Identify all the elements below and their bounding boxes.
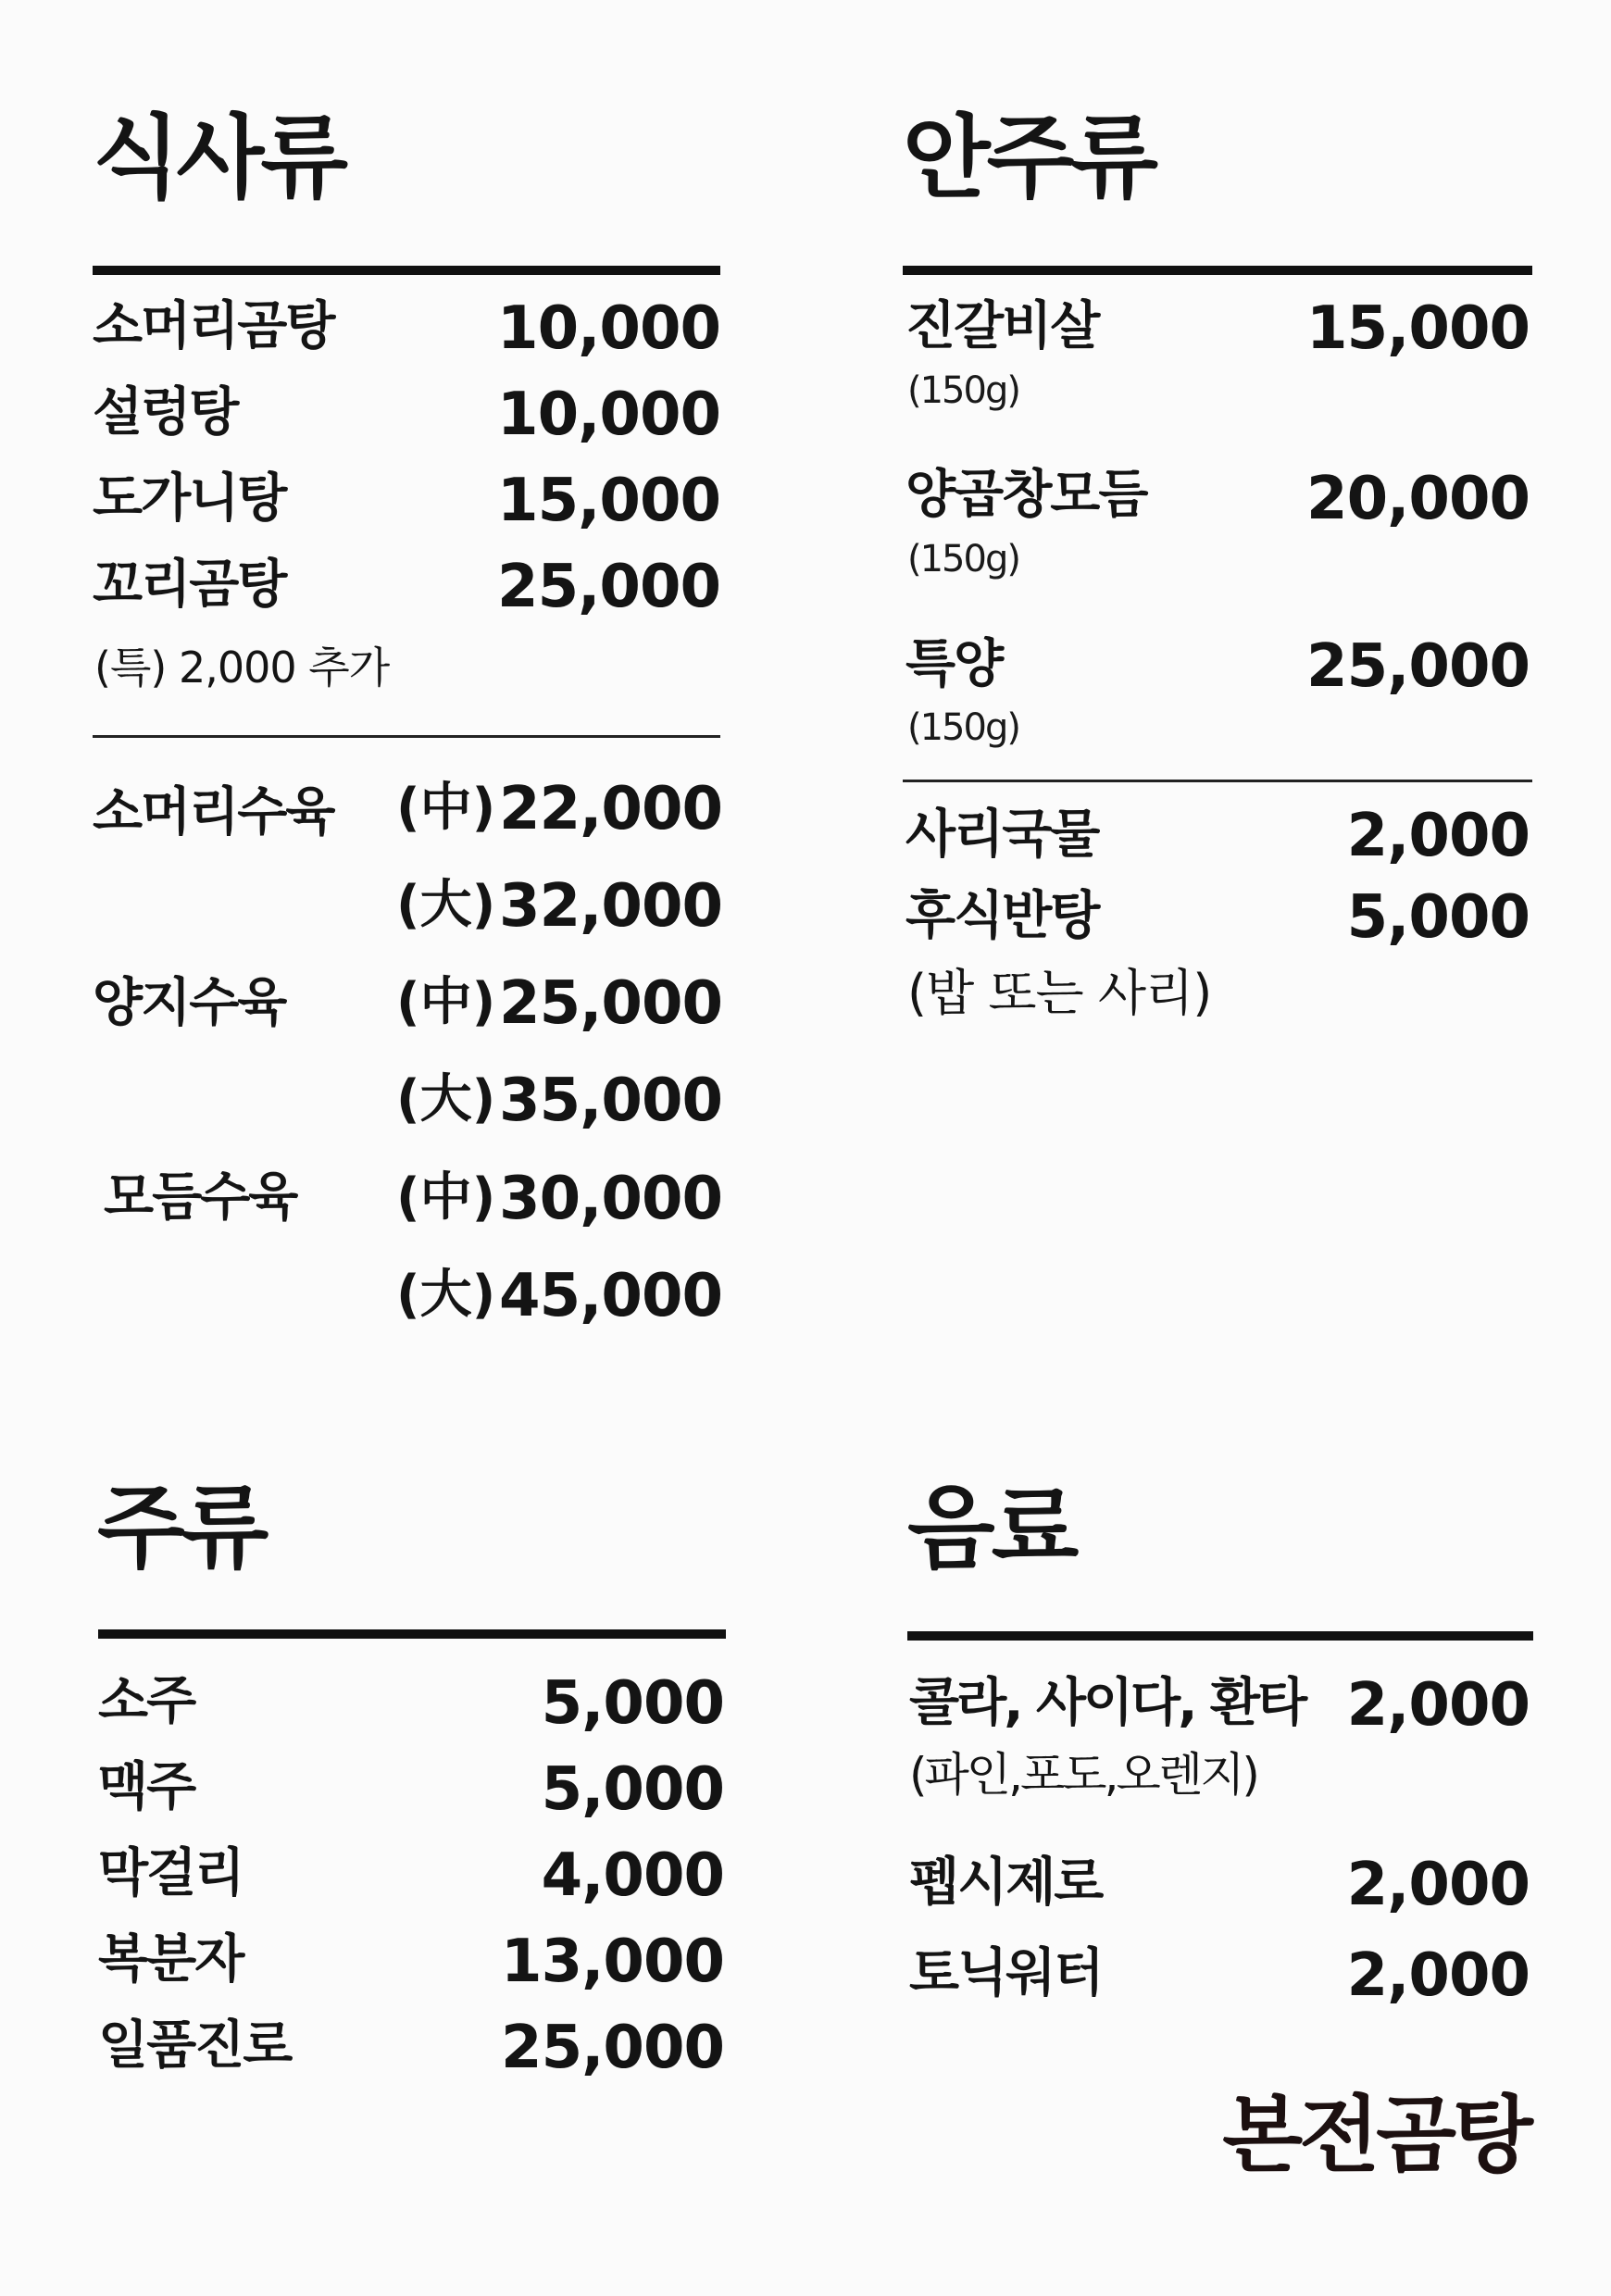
meal-divider — [93, 735, 720, 738]
size-large-label: (大) — [396, 1069, 496, 1129]
size-large-label: (大) — [396, 875, 496, 935]
menu-item-name: 맥주 — [98, 1757, 195, 1817]
menu-item-name: 설렁탕 — [93, 382, 238, 443]
menu-item-name: 소주 — [98, 1671, 195, 1731]
suyuk-price-medium: 25,000 — [499, 969, 722, 1038]
menu-item-name: 토닉워터 — [909, 1943, 1103, 2003]
menu-item-price: 2,000 — [1346, 1851, 1530, 1919]
alcohol-title-rule — [98, 1629, 726, 1639]
anju-divider — [903, 780, 1532, 782]
meal-title-rule — [93, 266, 720, 275]
menu-item-price: 25,000 — [501, 2014, 724, 2082]
menu-item-price: 5,000 — [541, 1669, 724, 1738]
menu-item-name: 콜라, 사이다, 환타 — [909, 1673, 1305, 1733]
size-medium-label: (中) — [396, 778, 496, 838]
menu-item-name: 일품진로 — [98, 2015, 292, 2076]
menu-item-name: 펩시제로 — [909, 1853, 1103, 1913]
menu-item-name: 특양 — [905, 634, 1003, 694]
menu-item-name: 후식반탕 — [905, 886, 1099, 946]
menu-item-name: 소머리곰탕 — [93, 296, 334, 356]
restaurant-brand-name: 본전곰탕 — [1222, 2087, 1530, 2184]
menu-item-price: 2,000 — [1346, 1671, 1530, 1740]
suyuk-name: 양지수육 — [93, 973, 286, 1033]
menu-item-weight: (150g) — [907, 538, 1019, 580]
alcohol-section-title: 주류 — [97, 1476, 266, 1581]
size-large-label: (大) — [396, 1265, 496, 1325]
size-medium-label: (中) — [396, 1167, 496, 1228]
menu-item-price: 15,000 — [1306, 294, 1530, 363]
menu-item-price: 15,000 — [497, 467, 720, 535]
menu-item-name: 양곱창모듬 — [905, 465, 1147, 525]
suyuk-price-large: 32,000 — [499, 872, 722, 941]
menu-item-price: 5,000 — [541, 1755, 724, 1824]
suyuk-name: 소머리수육 — [93, 782, 334, 842]
menu-item-price: 10,000 — [497, 294, 720, 363]
menu-item-name: 사리국물 — [905, 805, 1099, 865]
suyuk-price-medium: 22,000 — [499, 775, 722, 843]
suyuk-price-large: 45,000 — [499, 1262, 722, 1330]
drinks-section-title: 음료 — [907, 1476, 1076, 1581]
menu-item-price: 2,000 — [1346, 1941, 1530, 2010]
menu-item-price: 10,000 — [497, 381, 720, 449]
meal-section-title: 식사류 — [93, 106, 345, 211]
menu-item-name: 꼬리곰탕 — [93, 555, 286, 615]
drinks-title-rule — [907, 1631, 1533, 1641]
menu-item-price: 5,000 — [1346, 883, 1530, 952]
menu-item-name: 막걸리 — [98, 1843, 244, 1903]
anju-title-rule — [903, 266, 1532, 275]
menu-item-weight: (150g) — [907, 706, 1019, 749]
special-size-note: (특) 2,000 추가 — [94, 643, 390, 693]
suyuk-price-medium: 30,000 — [499, 1165, 722, 1233]
menu-item-price: 25,000 — [1306, 632, 1530, 701]
soda-flavors-note: (파인,포도,오렌지) — [909, 1748, 1257, 1802]
size-medium-label: (中) — [396, 972, 496, 1032]
menu-item-price: 2,000 — [1346, 802, 1530, 870]
menu-item-price: 13,000 — [501, 1928, 724, 1996]
menu-item-name: 복분자 — [98, 1929, 244, 1990]
suyuk-name: 모듬수육 — [104, 1167, 297, 1228]
extras-note: (밥 또는 사리) — [907, 964, 1212, 1022]
menu-item-price: 25,000 — [497, 553, 720, 621]
menu-item-weight: (150g) — [907, 369, 1019, 412]
menu-item-price: 20,000 — [1306, 465, 1530, 533]
menu-item-name: 진갈비살 — [905, 296, 1099, 356]
menu-item-price: 4,000 — [541, 1841, 724, 1910]
suyuk-price-large: 35,000 — [499, 1067, 722, 1135]
anju-section-title: 안주류 — [903, 106, 1155, 211]
menu-item-name: 도가니탕 — [93, 468, 286, 529]
